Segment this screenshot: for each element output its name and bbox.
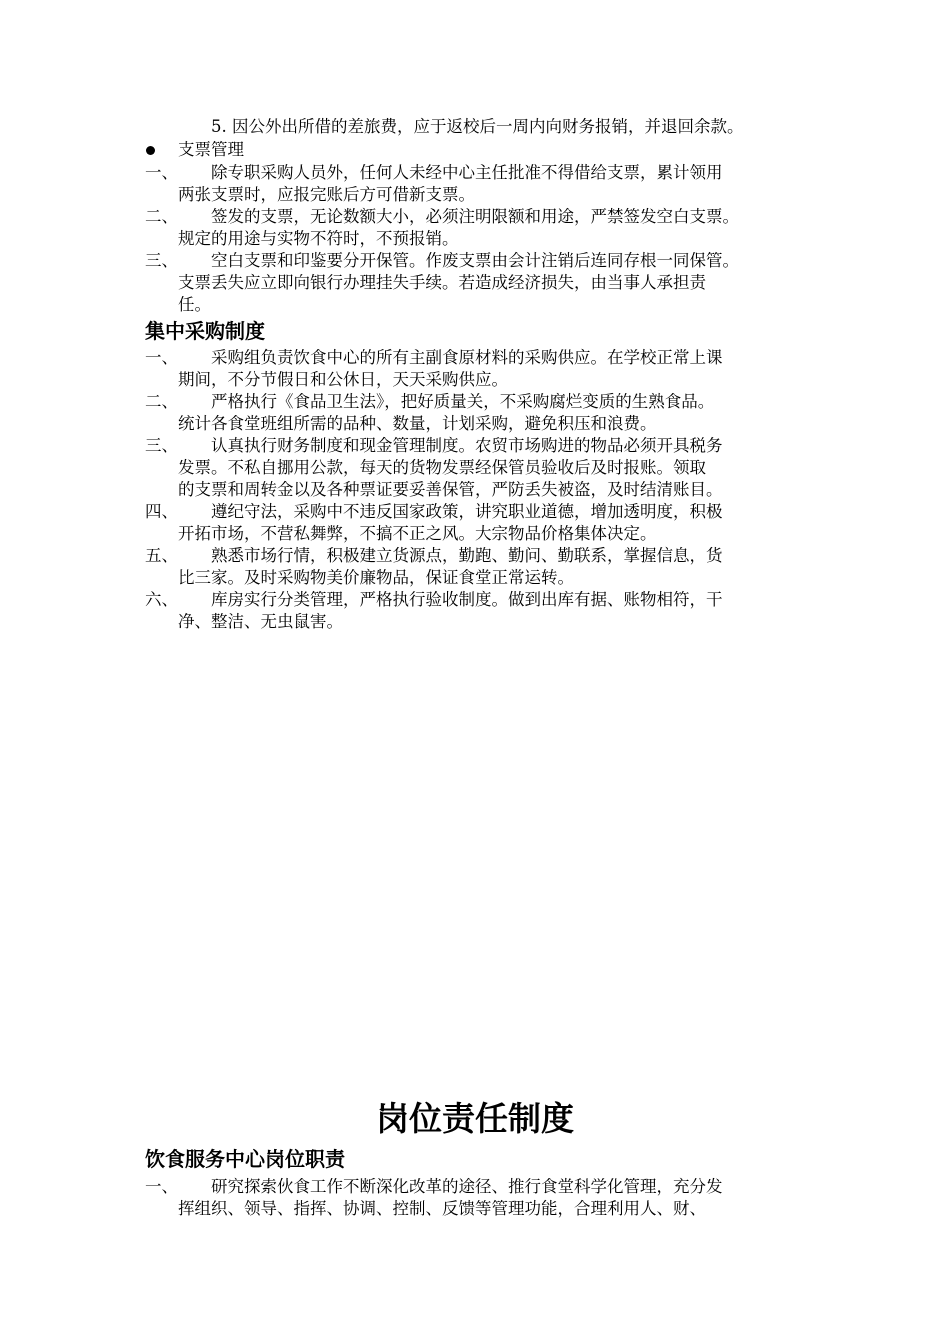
procurement-item-4-number: 四、 <box>145 502 178 521</box>
procurement-item-1-number: 一、 <box>145 348 178 367</box>
check-mgmt-heading: 支票管理 <box>178 140 244 159</box>
check-item-2-line1: 签发的支票，无论数额大小，必须注明限额和用途，严禁签发空白支票。 <box>211 207 739 226</box>
check-item-3-line3: 任。 <box>178 295 211 314</box>
bullet-dot-icon <box>146 146 155 155</box>
check-item-3-line1: 空白支票和印鉴要分开保管。作废支票由会计注销后连同存根一同保管。 <box>211 251 739 270</box>
procurement-item-6-line2: 净、整洁、无虫鼠害。 <box>178 612 343 631</box>
procurement-item-5-line2: 比三家。及时采购物美价廉物品，保证食堂正常运转。 <box>178 568 574 587</box>
procurement-item-5-line1: 熟悉市场行情，积极建立货源点，勤跑、勤问、勤联系，掌握信息，货 <box>211 546 723 565</box>
duties-heading: 饮食服务中心岗位职责 <box>145 1147 345 1171</box>
procurement-item-3-line3: 的支票和周转金以及各种票证要妥善保管，严防丢失被盗，及时结清账目。 <box>178 480 723 499</box>
procurement-item-4-line2: 开拓市场，不营私舞弊，不搞不正之风。大宗物品价格集体决定。 <box>178 524 657 543</box>
duties-item-1-line1: 研究探索伙食工作不断深化改革的途径、推行食堂科学化管理，充分发 <box>211 1177 723 1196</box>
check-item-1-line2: 两张支票时，应报完账后方可借新支票。 <box>178 185 475 204</box>
procurement-item-1-line1: 采购组负责饮食中心的所有主副食原材料的采购供应。在学校正常上课 <box>211 348 723 367</box>
procurement-item-2-line1: 严格执行《食品卫生法》，把好质量关，不采购腐烂变质的生熟食品。 <box>211 392 715 411</box>
procurement-item-2-line2: 统计各食堂班组所需的品种、数量，计划采购，避免积压和浪费。 <box>178 414 657 433</box>
check-item-2-line2: 规定的用途与实物不符时，不预报销。 <box>178 229 459 248</box>
check-item-2-number: 二、 <box>145 207 178 226</box>
duties-item-1-line2: 挥组织、领导、指挥、协调、控制、反馈等管理功能，合理利用人、财、 <box>178 1199 706 1218</box>
check-item-3-number: 三、 <box>145 251 178 270</box>
check-item-1-number: 一、 <box>145 163 178 182</box>
procurement-item-3-line1: 认真执行财务制度和现金管理制度。农贸市场购进的物品必须开具税务 <box>211 436 723 455</box>
check-item-1-line1: 除专职采购人员外，任何人未经中心主任批准不得借给支票，累计领用 <box>211 163 723 182</box>
procurement-item-4-line1: 遵纪守法，采购中不违反国家政策，讲究职业道德，增加透明度，积极 <box>211 502 723 521</box>
procurement-item-2-number: 二、 <box>145 392 178 411</box>
procurement-item-3-line2: 发票。不私自挪用公款，每天的货物发票经保管员验收后及时报账。领取 <box>178 458 706 477</box>
procurement-heading: 集中采购制度 <box>145 319 265 343</box>
check-item-3-line2: 支票丢失应立即向银行办理挂失手续。若造成经济损失，由当事人承担责 <box>178 273 706 292</box>
procurement-item-6-number: 六、 <box>145 590 178 609</box>
procurement-item-5-number: 五、 <box>145 546 178 565</box>
duties-item-1-number: 一、 <box>145 1177 178 1196</box>
procurement-item-1-line2: 期间，不分节假日和公休日，天天采购供应。 <box>178 370 508 389</box>
procurement-item-6-line1: 库房实行分类管理，严格执行验收制度。做到出库有据、账物相符，干 <box>211 590 723 609</box>
section-title: 岗位责任制度 <box>376 1099 574 1138</box>
reimbursement-item-5: 5. 因公外出所借的差旅费，应于返校后一周内向财务报销，并退回余款。 <box>211 117 744 136</box>
procurement-item-3-number: 三、 <box>145 436 178 455</box>
